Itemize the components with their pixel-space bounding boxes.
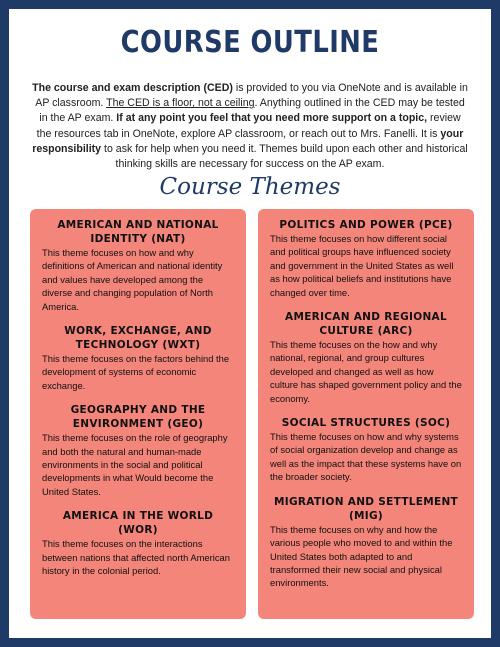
theme-description: This theme focuses on how and why systems of social organization develop and change as well as the impact that these systems have on the broader society.	[270, 431, 462, 483]
page-title: COURSE OUTLINE	[120, 25, 380, 60]
intro-text-3: review the resources tab in OneNote, explore AP classroom, or reach out to Mrs. Fanelli. It is	[36, 112, 461, 140]
intro-responsibility-bold: your responsibility	[32, 127, 464, 155]
intro-paragraph	[31, 81, 469, 172]
theme-description: This theme focuses on the factors behind the development of systems of economic exchange.	[42, 353, 230, 391]
theme-title: AMERICAN AND REGIONAL CULTURE (ARC)	[285, 311, 447, 338]
theme-description: This theme focuses on how different social and political groups have influenced society and government in the United States as well as how political beliefs and institutions have changed over time.	[270, 233, 454, 298]
intro-text-4: to ask for help when you need it. Themes build upon each other and historical thinking skills are necessary for success on the AP exam.	[101, 142, 468, 171]
theme-pce	[270, 218, 462, 299]
theme-title: MIGRATION AND SETTLEMENT (MIG)	[273, 495, 459, 522]
intro-text-2: . Anything outlined in the CED may be tested in the AP exam.	[39, 97, 465, 125]
theme-title: WORK, EXCHANGE, AND TECHNOLOGY (WXT)	[64, 325, 212, 352]
theme-title: SOCIAL STRUCTURES (SOC)	[281, 417, 451, 430]
intro-ced-bold: The course and exam description (CED)	[32, 82, 233, 94]
theme-nat	[42, 218, 234, 313]
intro-text-1: is provided to you via OneNote and is available in AP classroom.	[35, 82, 468, 110]
theme-title: AMERICAN AND NATIONAL IDENTITY (NAT)	[57, 219, 219, 245]
theme-mig	[270, 495, 462, 590]
theme-wor	[42, 509, 234, 577]
theme-geo	[42, 403, 234, 498]
themes-column-left	[30, 209, 246, 619]
theme-title: GEOGRAPHY AND THE ENVIRONMENT (GEO)	[70, 404, 206, 431]
theme-description: This theme focuses on how and why definitions of American and national identity and values have developed among the diverse and changing population of North America.	[42, 247, 223, 312]
intro-support-bold: If at any point you feel that you need more support on a topic,	[116, 112, 428, 125]
theme-soc	[270, 416, 462, 484]
theme-title: AMERICA IN THE WORLD (WOR)	[62, 510, 214, 537]
document-page	[9, 9, 491, 638]
theme-title: POLITICS AND POWER (PCE)	[279, 219, 453, 231]
theme-wxt	[42, 324, 234, 392]
intro-floor-underline: The CED is a floor, not a ceiling	[106, 97, 255, 110]
theme-description: This theme focuses on the how and why national, regional, and group cultures developed and changed as well as how culture has shaped government policy and the economy.	[270, 339, 462, 404]
themes-column-right	[258, 209, 474, 619]
theme-arc	[270, 310, 462, 405]
theme-description: This theme focuses on the role of geography and both the natural and human-made environments in the social and political developments in what Would become the United States.	[42, 432, 228, 497]
theme-description: This theme focuses on why and how the various people who moved to and within the United States both adapted to and transformed their new social and physical environments.	[270, 523, 453, 589]
course-themes-heading: Course Themes	[159, 174, 341, 200]
theme-description: This theme focuses on the interactions between nations that affected north American history in the colonial period.	[42, 538, 230, 577]
